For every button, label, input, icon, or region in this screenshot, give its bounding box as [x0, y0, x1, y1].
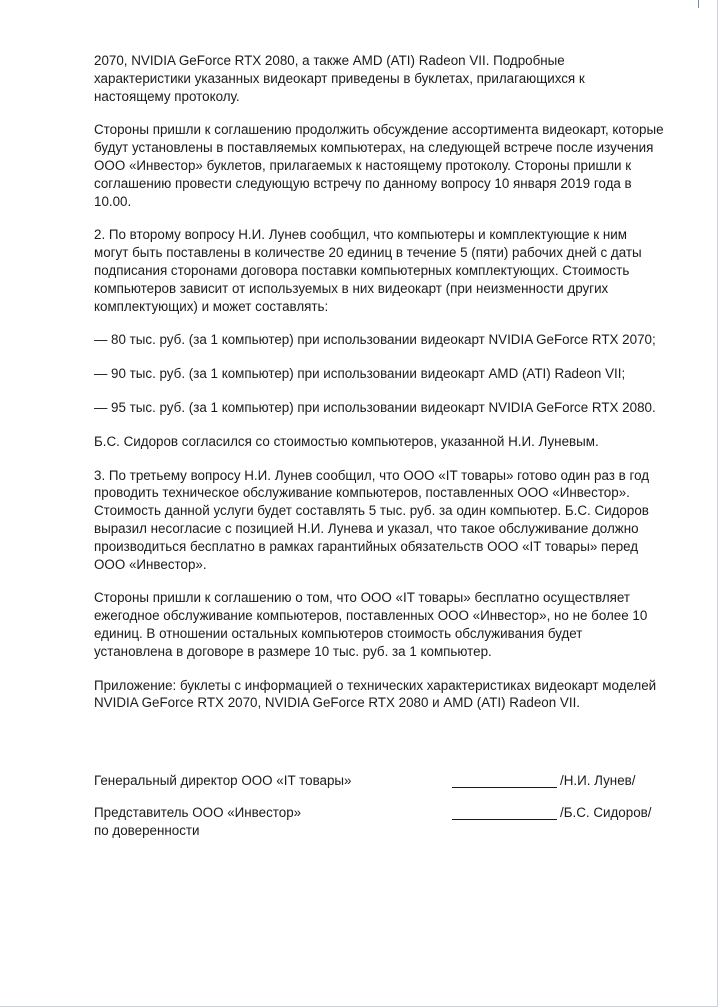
- list-item-text: 90 тыс. руб. (за 1 компьютер) при использовании видеокарт AMD (ATI) Radeon VII;: [111, 366, 626, 382]
- signatory-title: Представитель ООО «Инвестор»: [94, 805, 302, 820]
- document-body: [94, 52, 664, 728]
- paragraph-third-question: 3. По третьему вопросу Н.И. Лунев сообщил, что ООО «IT товары» готово один раз в год проводить техническое обслуживание компьютеров, поставленных ООО «Инвестор». Стоимость данной услуги будет составлять 5 тыс. руб. за один компьютер. Б.С. Сидоров выразил несогласие с позицией Н.И. Лунева и указал, что такое обслуживание должно производиться бесплатно в рамках гарантийных обязательств ООО «IT товары» перед ООО «Инвестор».: [94, 467, 650, 572]
- signature-row-investor: [94, 804, 674, 822]
- signatory-title: Генеральный директор ООО «IT товары»: [94, 773, 352, 788]
- paragraph-price-agreed: Б.С. Сидоров согласился со стоимостью компьютеров, указанной Н.И. Луневым.: [94, 433, 599, 449]
- signature-block: [94, 772, 674, 840]
- signature-line: [452, 787, 557, 788]
- list-item-text: 95 тыс. руб. (за 1 компьютер) при использовании видеокарт NVIDIA GeForce RTX 2080.: [111, 399, 656, 415]
- list-item-text: 80 тыс. руб. (за 1 компьютер) при использовании видеокарт NVIDIA GeForce RTX 2070;: [111, 332, 656, 348]
- paragraph-service-agreement: Стороны пришли к соглашению о том, что ООО «IT товары» бесплатно осуществляет ежегодное обслуживание компьютеров, поставленных ООО «Инвестор», но не более 10 единиц. В отношении остальных компьютеров стоимость обслуживания будет установлена в договоре в размере 10 тыс. руб. за 1 компьютер.: [94, 590, 648, 659]
- list-item: [94, 331, 664, 349]
- list-item: [94, 365, 664, 383]
- list-item: [94, 399, 664, 417]
- paragraph-attachment: Приложение: буклеты с информацией о технических характеристиках видеокарт моделей NVIDIA GeForce RTX 2070, NVIDIA GeForce RTX 2080 и AMD (ATI) Radeon VII.: [94, 677, 657, 711]
- dash-marker: —: [94, 332, 108, 348]
- paragraph-second-question: 2. По второму вопросу Н.И. Лунев сообщил, что компьютеры и комплектующие к ним могут быть поставлены в количестве 20 единиц в течение 5 (пяти) рабочих дней с даты подписания сторонами договора поставки компьютерных комплектующих. Стоимость компьютеров зависит от используемых в них видеокарт (при неизменности других комплектующих) и может составлять:: [94, 227, 642, 314]
- signatory-name: /Н.И. Лунев/: [560, 773, 636, 788]
- paragraph-gpu-brochures: 2070, NVIDIA GeForce RTX 2080, а также AMD (ATI) Radeon VII. Подробные характеристики указанных видеокарт приведены в буклетах, прилагающихся к настоящему протоколу.: [94, 53, 585, 104]
- signatory-authority: по доверенности: [94, 823, 200, 838]
- signature-line: [452, 819, 557, 820]
- dash-marker: —: [94, 399, 108, 415]
- dash-marker: —: [94, 366, 108, 382]
- signatory-name: /Б.С. Сидоров/: [560, 805, 652, 820]
- paragraph-agreement-next-meeting: Стороны пришли к соглашению продолжить обсуждение ассортимента видеокарт, которые будут установлены в поставляемых компьютерах, на следующей встрече после изучения ООО «Инвестор» буклетов, прилагаемых к настоящему протоколу. Стороны пришли к соглашению провести следующую встречу по данному вопросу 10 января 2019 года в 10.00.: [94, 122, 664, 209]
- crop-mark: [698, 0, 699, 8]
- signature-row-it-tovary: [94, 772, 674, 790]
